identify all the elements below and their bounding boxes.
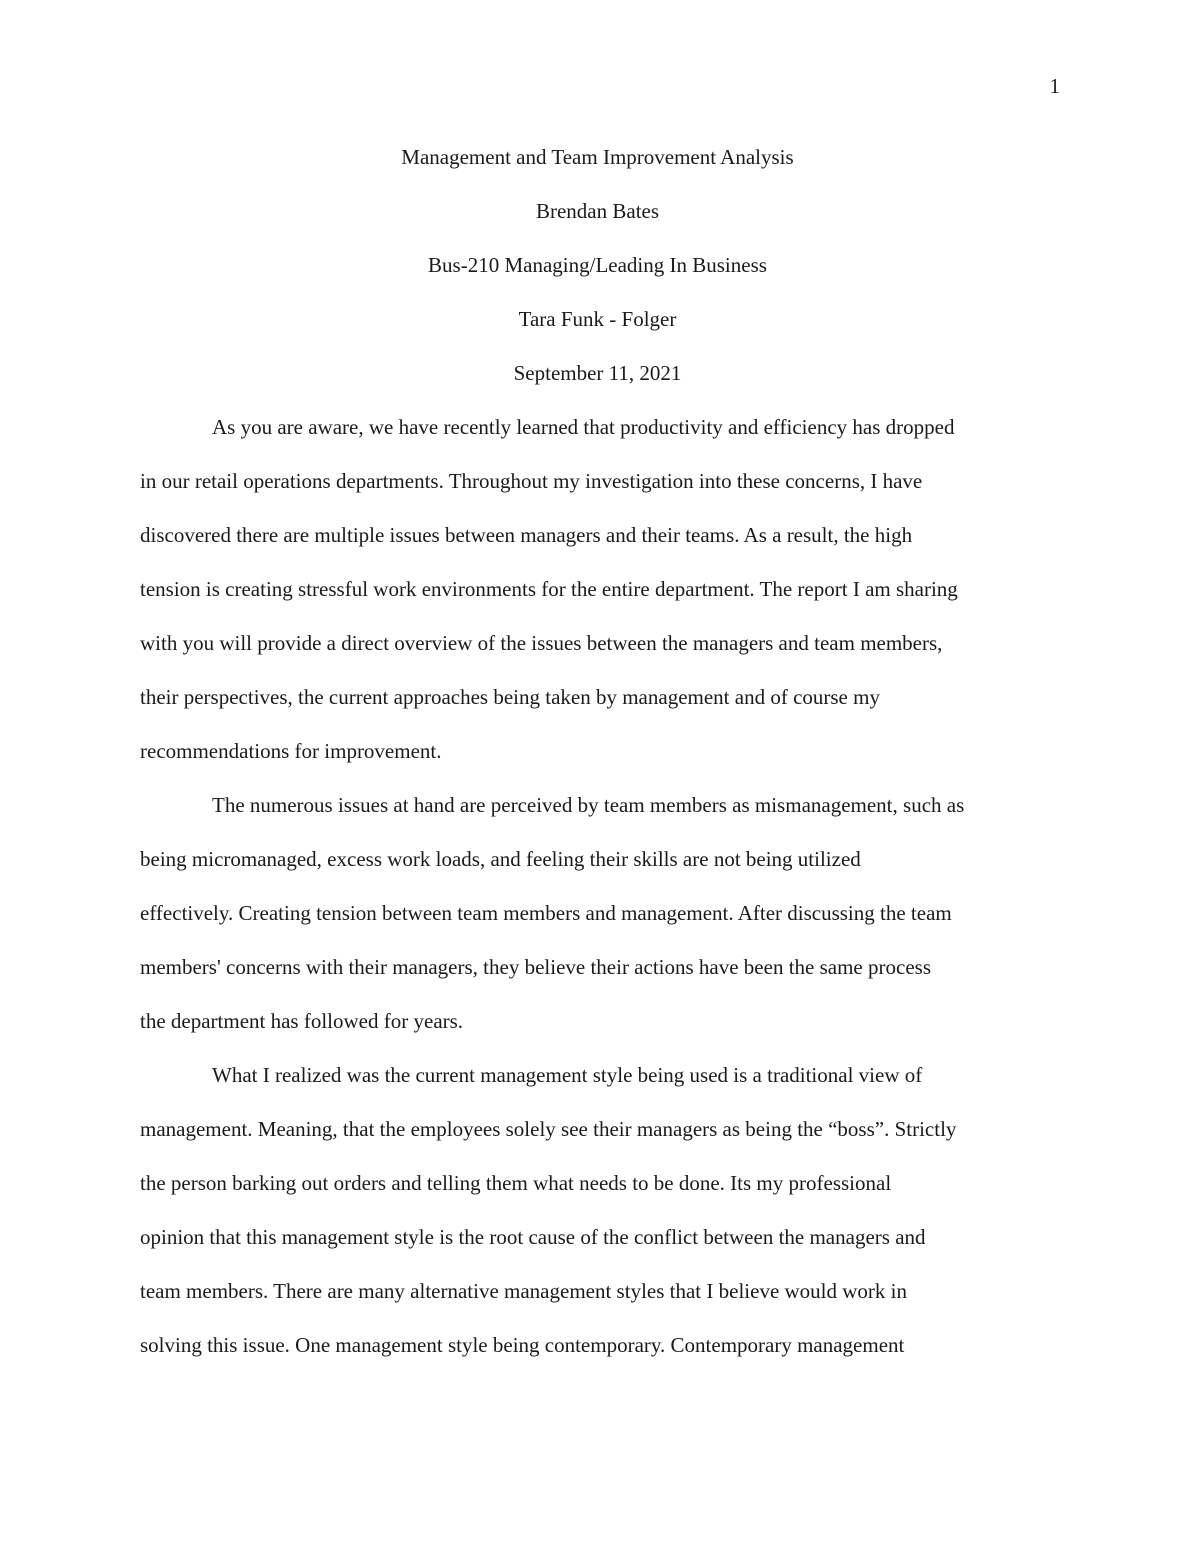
- paragraph-line: What I realized was the current management style being used is a traditional view of: [212, 1063, 923, 1087]
- paragraph: [140, 786, 1065, 1056]
- page-number: 1: [1049, 74, 1060, 98]
- paragraph: [140, 1056, 1065, 1380]
- title-block: [140, 140, 1055, 410]
- paragraph-line: in our retail operations departments. Throughout my investigation into these concerns, I have: [140, 469, 923, 493]
- author-name: Brendan Bates: [535, 199, 660, 223]
- paragraph-line: with you will provide a direct overview of the issues between the managers and team members,: [140, 631, 943, 655]
- paragraph-line: opinion that this management style is the root cause of the conflict between the managers and: [140, 1225, 926, 1249]
- paragraph-line: the person barking out orders and telling them what needs to be done. Its my professional: [140, 1171, 892, 1195]
- paragraph-line: recommendations for improvement.: [140, 739, 442, 763]
- paragraph-line: The numerous issues at hand are perceived by team members as mismanagement, such as: [212, 793, 965, 817]
- paragraph-line: solving this issue. One management style being contemporary. Contemporary management: [140, 1333, 905, 1357]
- paragraph-line: their perspectives, the current approaches being taken by management and of course my: [140, 685, 880, 709]
- paragraph-line: team members. There are many alternative management styles that I believe would work in: [140, 1279, 908, 1303]
- paragraph-line: the department has followed for years.: [140, 1009, 464, 1033]
- paragraph-line: members' concerns with their managers, they believe their actions have been the same process: [140, 955, 931, 979]
- paragraph: [140, 408, 1065, 786]
- paragraph-line: effectively. Creating tension between team members and management. After discussing the team: [140, 901, 952, 925]
- instructor-name: Tara Funk - Folger: [518, 307, 677, 331]
- document-date: September 11, 2021: [513, 361, 682, 385]
- document-body: [140, 408, 1065, 1380]
- paragraph-line: As you are aware, we have recently learned that productivity and efficiency has dropped: [212, 415, 955, 439]
- paragraph-line: being micromanaged, excess work loads, and feeling their skills are not being utilized: [140, 847, 861, 871]
- paragraph-line: discovered there are multiple issues between managers and their teams. As a result, the high: [140, 523, 913, 547]
- course-name: Bus-210 Managing/Leading In Business: [428, 253, 767, 277]
- paragraph-line: tension is creating stressful work environments for the entire department. The report I am sharing: [140, 577, 958, 601]
- paragraph-line: management. Meaning, that the employees solely see their managers as being the “boss”. Strictly: [140, 1117, 957, 1141]
- document-title: Management and Team Improvement Analysis: [401, 145, 794, 169]
